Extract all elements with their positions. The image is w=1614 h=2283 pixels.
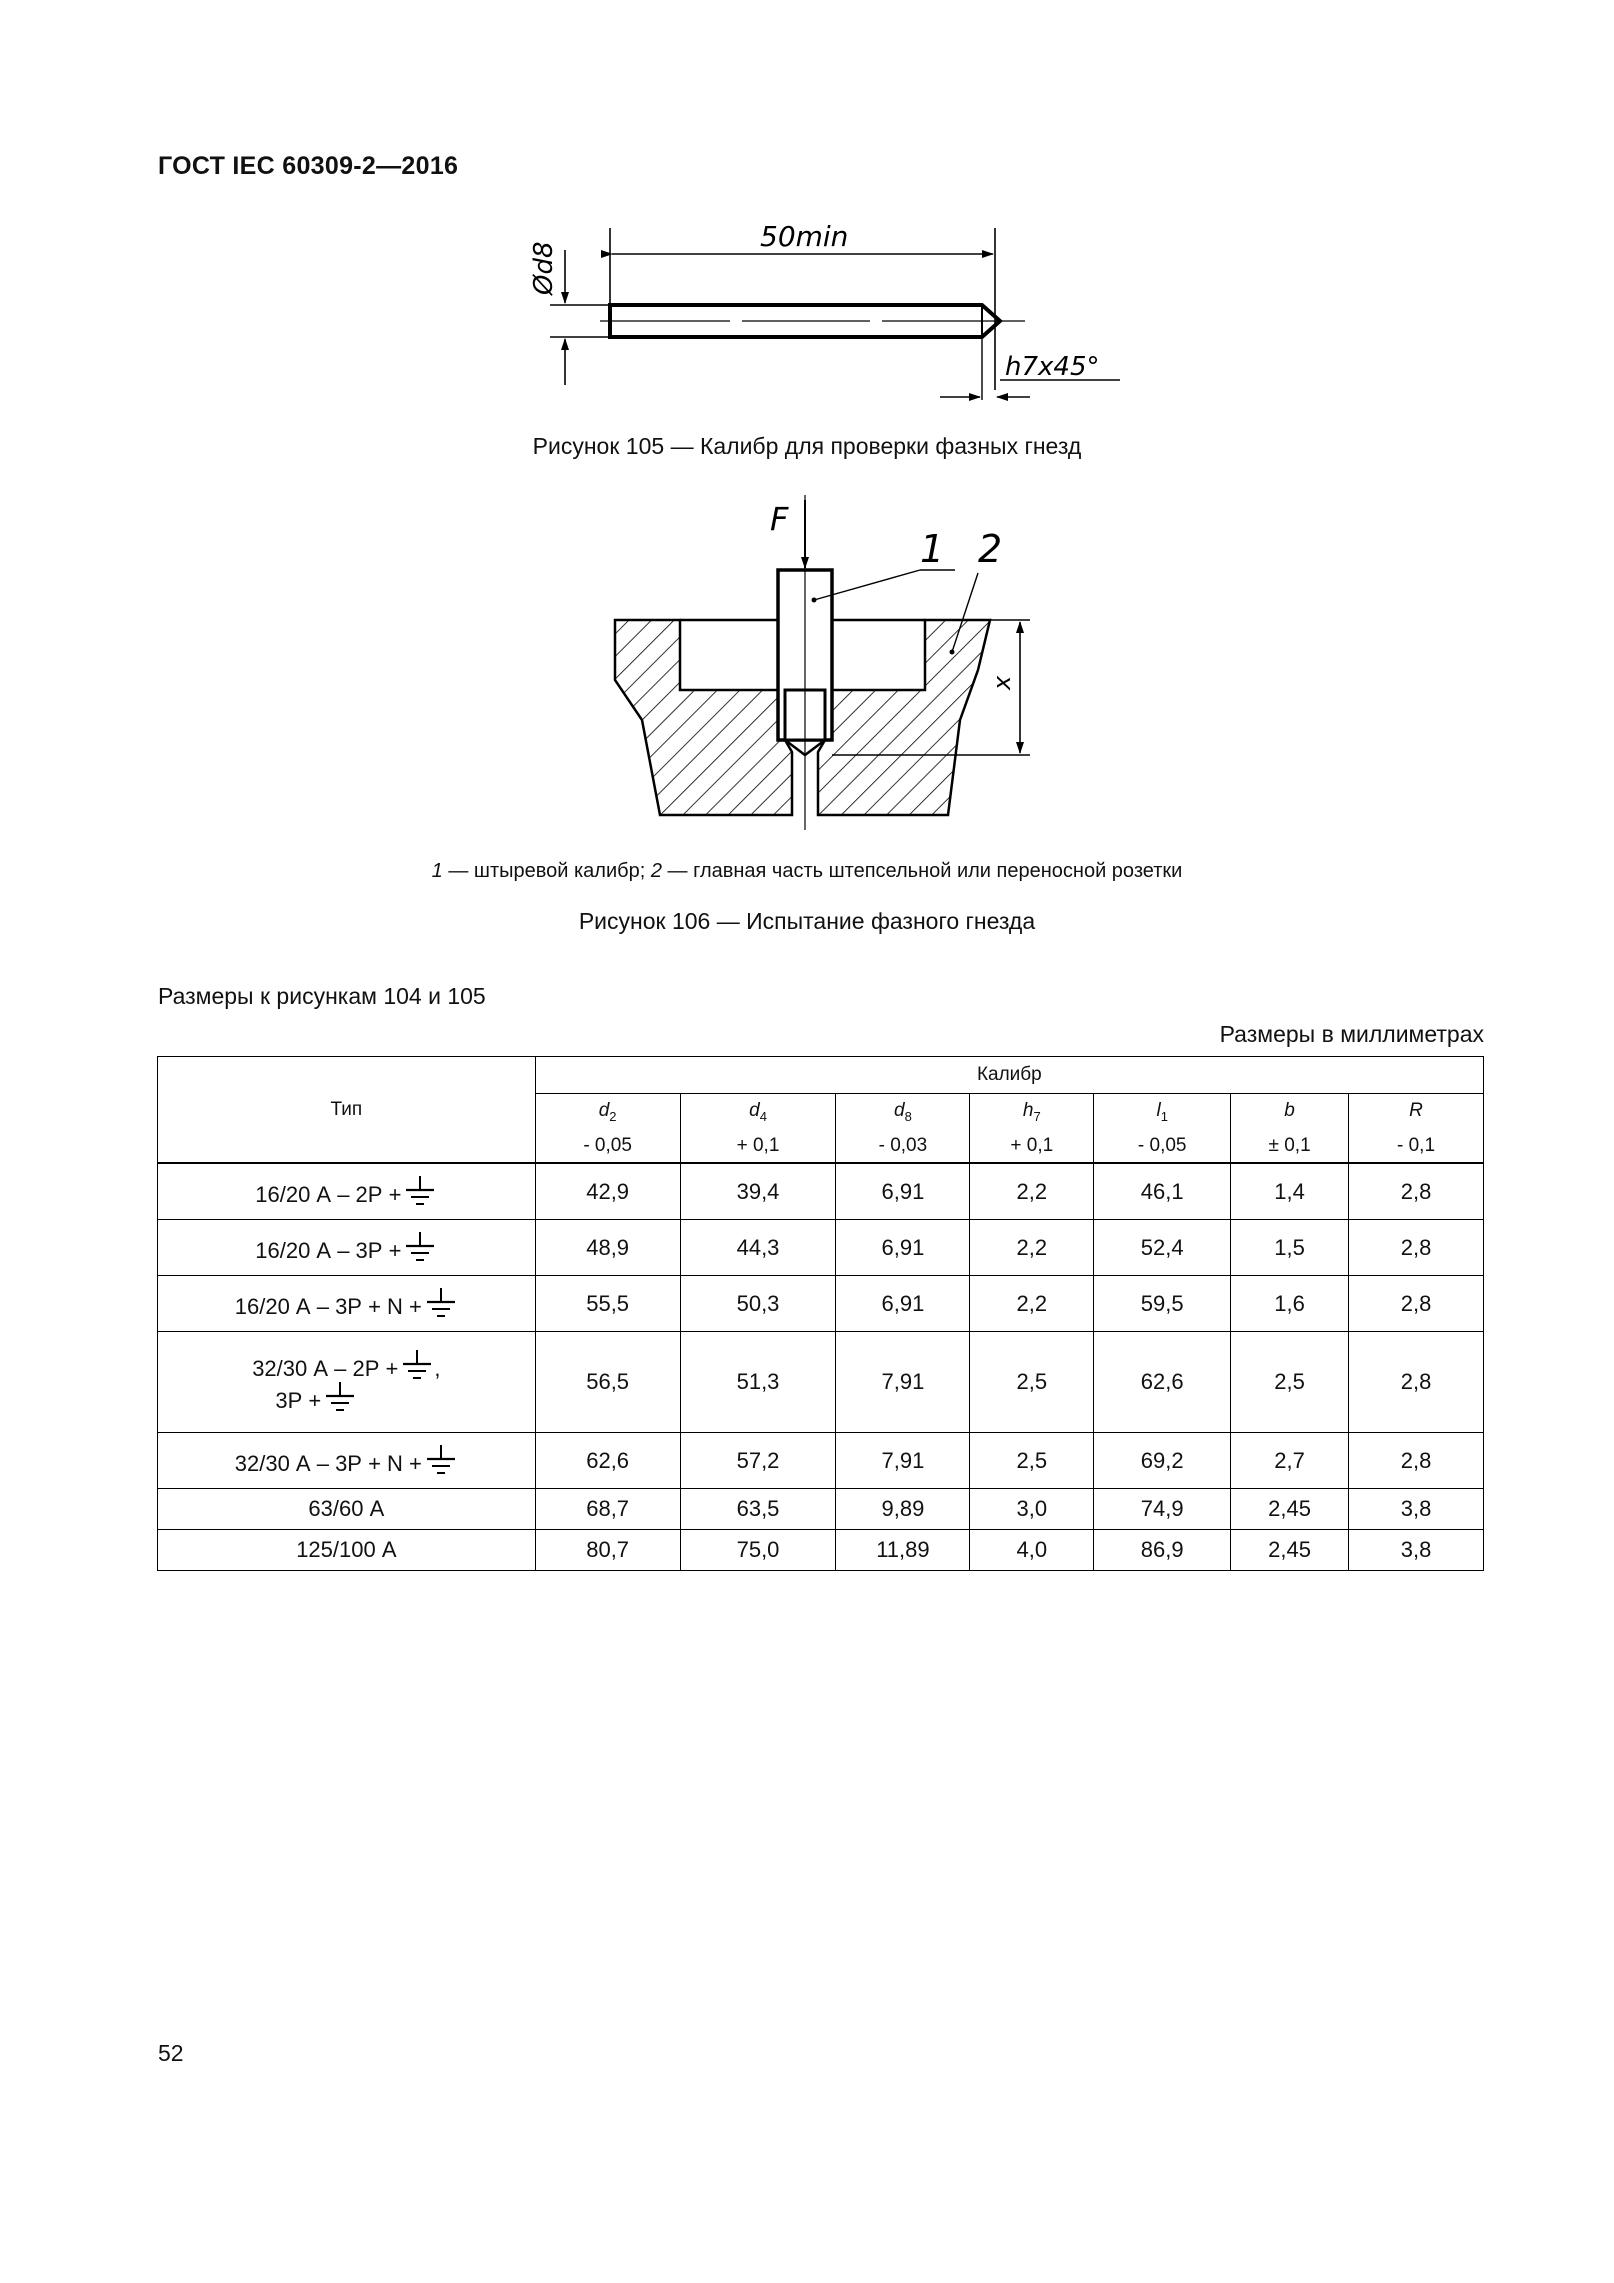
earth-ground-icon xyxy=(403,1176,437,1208)
table-cell: 6,91 xyxy=(836,1220,970,1276)
table-row xyxy=(158,1530,1484,1571)
page-number: 52 xyxy=(158,2040,184,2066)
table-cell: 80,7 xyxy=(535,1530,680,1571)
table-cell: 3,8 xyxy=(1349,1530,1484,1571)
table-cell: 2,2 xyxy=(970,1220,1094,1276)
row-type-cell: 32/30 А – 3Р + N + xyxy=(158,1433,536,1489)
table-cell: 2,8 xyxy=(1349,1276,1484,1332)
table-cell: 2,45 xyxy=(1231,1530,1349,1571)
header-tol-r: - 0,1 xyxy=(1349,1130,1484,1163)
header-col-d2: $d_2$ xyxy=(535,1094,680,1131)
table-cell: 48,9 xyxy=(535,1220,680,1276)
row-type-cell: 63/60 А xyxy=(158,1489,536,1530)
table-cell: 9,89 xyxy=(836,1489,970,1530)
header-col-r: R xyxy=(1349,1094,1484,1131)
table-intro: Размеры к рисункам 104 и 105 xyxy=(158,983,486,1009)
table-cell: 86,9 xyxy=(1094,1530,1231,1571)
header-gauge-group: Калибр xyxy=(535,1057,1483,1094)
table-row xyxy=(158,1163,1484,1220)
header-tol-d4: + 0,1 xyxy=(680,1130,836,1163)
label-1: 1 xyxy=(920,527,945,571)
table-cell: 51,3 xyxy=(680,1332,836,1433)
header-col-d8: $d_8$ xyxy=(836,1094,970,1131)
table-cell: 2,7 xyxy=(1231,1433,1349,1489)
row-type-cell: 16/20 А – 2Р + xyxy=(158,1163,536,1220)
header-col-l1: $l_1$ xyxy=(1094,1094,1231,1131)
header-col-d4: $d_4$ xyxy=(680,1094,836,1131)
table-cell: 2,45 xyxy=(1231,1489,1349,1530)
table-cell: 69,2 xyxy=(1094,1433,1231,1489)
table-cell: 50,3 xyxy=(680,1276,836,1332)
table-cell: 2,8 xyxy=(1349,1332,1484,1433)
header-col-b: b xyxy=(1231,1094,1349,1131)
earth-ground-icon xyxy=(424,1445,458,1477)
table-cell: 2,8 xyxy=(1349,1220,1484,1276)
earth-ground-icon xyxy=(403,1232,437,1264)
table-cell: 2,5 xyxy=(970,1332,1094,1433)
header-tol-h7: + 0,1 xyxy=(970,1130,1094,1163)
table-cell: 46,1 xyxy=(1094,1163,1231,1220)
table-cell: 63,5 xyxy=(680,1489,836,1530)
figure-105-caption: Рисунок 105 — Калибр для проверки фазных гнезд xyxy=(532,433,1082,459)
row-type-cell: 16/20 А – 3Р + N + xyxy=(158,1276,536,1332)
figure-106-caption: Рисунок 106 — Испытание фазного гнезда xyxy=(578,908,1036,934)
header-tol-b: ± 0,1 xyxy=(1231,1130,1349,1163)
document-header: ГОСТ IEC 60309-2—2016 xyxy=(158,152,459,180)
table-cell: 1,5 xyxy=(1231,1220,1349,1276)
header-col-h7: $h_7$ xyxy=(970,1094,1094,1131)
table-cell: 56,5 xyxy=(535,1332,680,1433)
table-cell: 2,2 xyxy=(970,1163,1094,1220)
table-cell: 57,2 xyxy=(680,1433,836,1489)
gauge-dimensions-table xyxy=(157,1056,1484,1571)
table-cell: 68,7 xyxy=(535,1489,680,1530)
earth-ground-icon xyxy=(323,1382,357,1414)
table-cell: 4,0 xyxy=(970,1530,1094,1571)
table-cell: 2,2 xyxy=(970,1276,1094,1332)
table-cell: 1,6 xyxy=(1231,1276,1349,1332)
table-cell: 75,0 xyxy=(680,1530,836,1571)
table-cell: 6,91 xyxy=(836,1163,970,1220)
table-cell: 74,9 xyxy=(1094,1489,1231,1530)
figure-106-legend xyxy=(0,860,1614,883)
row-type-cell: 125/100 А xyxy=(158,1530,536,1571)
table-cell: 3,8 xyxy=(1349,1489,1484,1530)
header-tol-d2: - 0,05 xyxy=(535,1130,680,1163)
figure-106-socket-test-drawing xyxy=(600,490,1060,840)
table-cell: 2,8 xyxy=(1349,1433,1484,1489)
table-cell: 7,91 xyxy=(836,1433,970,1489)
header-tol-d8: - 0,03 xyxy=(836,1130,970,1163)
table-units-note: Размеры в миллиметрах xyxy=(1219,1021,1484,1047)
table-cell: 3,0 xyxy=(970,1489,1094,1530)
table-cell: 62,6 xyxy=(535,1433,680,1489)
table-cell: 1,4 xyxy=(1231,1163,1349,1220)
legend-1-text: — штыревой калибр; xyxy=(442,860,651,882)
table-row xyxy=(158,1332,1484,1433)
table-cell: 2,5 xyxy=(970,1433,1094,1489)
legend-1-number: 1 xyxy=(431,860,443,882)
row-type-cell: 32/30 А – 2Р + , 3Р + xyxy=(158,1332,536,1433)
table-row xyxy=(158,1220,1484,1276)
table-row xyxy=(158,1489,1484,1530)
table-cell: 39,4 xyxy=(680,1163,836,1220)
table-cell: 2,5 xyxy=(1231,1332,1349,1433)
table-row xyxy=(158,1276,1484,1332)
table-cell: 44,3 xyxy=(680,1220,836,1276)
label-x: x xyxy=(988,675,1016,690)
header-tol-l1: - 0,05 xyxy=(1094,1130,1231,1163)
label-force: F xyxy=(770,500,789,538)
table-cell: 52,4 xyxy=(1094,1220,1231,1276)
legend-2-text: — главная часть штепсельной или переносной розетки xyxy=(661,860,1183,882)
earth-ground-icon xyxy=(400,1350,434,1382)
table-cell: 11,89 xyxy=(836,1530,970,1571)
table-row xyxy=(158,1433,1484,1489)
table-cell: 62,6 xyxy=(1094,1332,1231,1433)
table-cell: 6,91 xyxy=(836,1276,970,1332)
legend-2-number: 2 xyxy=(650,860,662,882)
earth-ground-icon xyxy=(424,1288,458,1320)
figure-105-gauge-drawing xyxy=(520,220,1140,410)
table-cell: 42,9 xyxy=(535,1163,680,1220)
table-cell: 7,91 xyxy=(836,1332,970,1433)
header-type: Тип xyxy=(158,1057,536,1164)
table-cell: 2,8 xyxy=(1349,1163,1484,1220)
table-cell: 59,5 xyxy=(1094,1276,1231,1332)
dim-diameter-label: Ød8 xyxy=(529,241,559,295)
table-cell: 55,5 xyxy=(535,1276,680,1332)
row-type-cell: 16/20 А – 3Р + xyxy=(158,1220,536,1276)
label-2: 2 xyxy=(978,527,1003,571)
dim-length-label: 50min xyxy=(760,220,849,253)
dim-chamfer-label: h7x45° xyxy=(1005,352,1100,382)
